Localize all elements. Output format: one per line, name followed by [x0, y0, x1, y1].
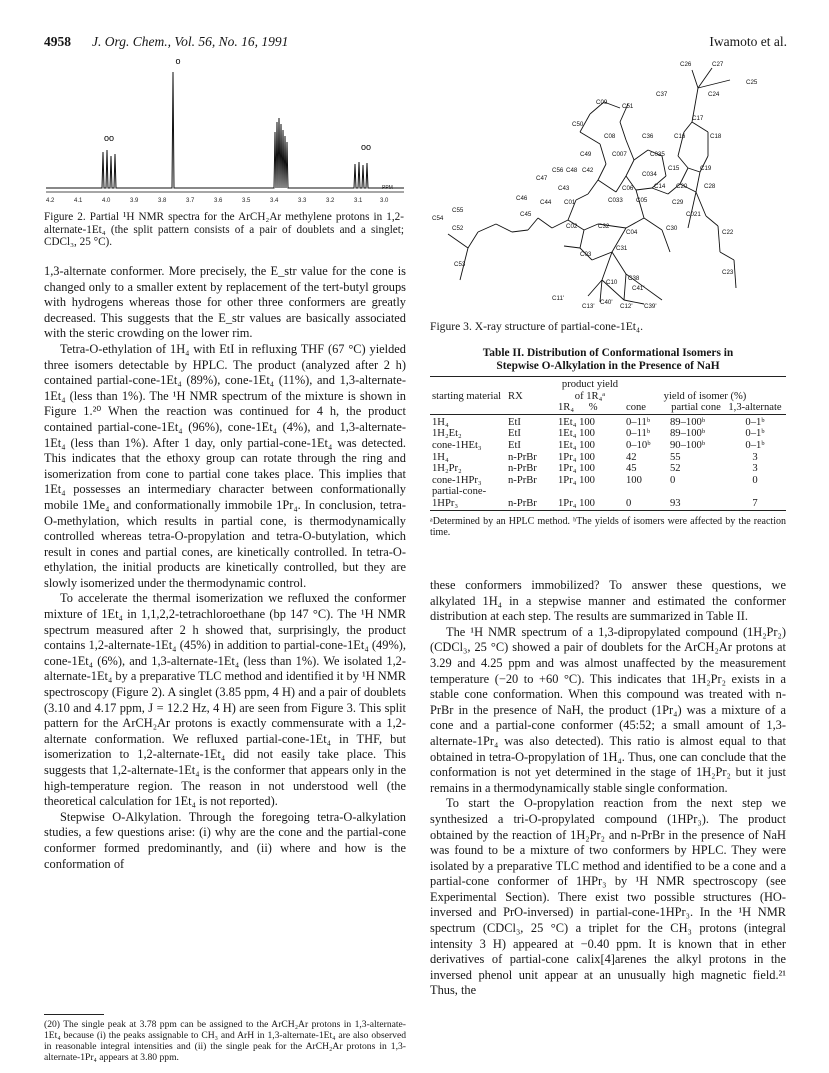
svg-text:PPM: PPM — [382, 185, 393, 191]
svg-text:C28: C28 — [704, 183, 716, 190]
bond-lines — [448, 68, 736, 304]
table-row: partial-cone-1HPr₃ n-PrBr 1Pr₄ 100 0 93 7 — [432, 486, 758, 509]
table-2-grid — [430, 377, 786, 514]
svg-text:3.4: 3.4 — [270, 198, 279, 204]
col-13-alternate: 1,3-alternate — [728, 402, 782, 414]
svg-text:3.9: 3.9 — [130, 198, 139, 204]
svg-text:C22: C22 — [722, 229, 734, 236]
svg-text:C29: C29 — [672, 199, 684, 206]
footnote-20: (20) The single peak at 3.78 ppm can be assigned to the ArCH₂Ar protons in 1,3-alternate-1Et₄ because (i) the peaks assignable to CH₃ and ArH in 1,3-alternate-1Et₄ are also observed in reasonable integral intensities and (ii) the single peak for the ArCH₂Ar protons in 1,3-alternate-1Pr₄ appears at 3.80 ppm. — [44, 1019, 406, 1063]
svg-text:C36: C36 — [642, 133, 654, 140]
left-column-text — [44, 264, 406, 872]
svg-text:C04: C04 — [626, 229, 638, 236]
svg-text:C11': C11' — [552, 295, 565, 302]
svg-text:C007: C007 — [612, 151, 627, 158]
svg-text:C021: C021 — [686, 211, 701, 218]
table-2-title: Table II. Distribution of Conformational Isomers in Stepwise O-Alkylation in the Presence of NaH — [482, 347, 734, 372]
svg-text:C38: C38 — [628, 275, 640, 282]
journal-citation: J. Org. Chem., Vol. 56, No. 16, 1991 — [92, 34, 289, 49]
svg-text:C01: C01 — [564, 199, 576, 206]
table-subheader-row — [430, 402, 786, 414]
svg-text:3.7: 3.7 — [186, 198, 195, 204]
svg-text:C42: C42 — [582, 167, 594, 174]
svg-text:C46: C46 — [516, 195, 528, 202]
left-paragraph: Stepwise O-Alkylation. Through the foregoing tetra-O-alkylation studies, a few questions arise: (i) why are the cone and the partial-cone conformer formed predominantly, and (ii) where and how is the conformation of — [44, 809, 406, 871]
svg-text:C25: C25 — [746, 79, 758, 86]
table-row: 1H₂Pr₂ n-PrBr 1Pr₄ 100 45 52 3 — [432, 463, 758, 475]
svg-text:C53: C53 — [454, 261, 466, 268]
right-column-text — [430, 578, 786, 999]
svg-text:C48: C48 — [566, 167, 578, 174]
right-paragraph: these conformers immobilized? To answer these questions, we alkylated 1H₄ in a stepwise manner and estimated the conformer distribution at each step. The results are summarized in Table II. — [430, 578, 786, 624]
figure-3-caption: Figure 3. X-ray structure of partial-cone-1Et₄. — [430, 320, 643, 333]
svg-text:C56: C56 — [552, 167, 564, 174]
table-row: 1H₄ EtI 1Et₄ 100 0–11ᵇ 89–100ᵇ 0–1ᵇ — [432, 416, 765, 428]
svg-text:C24: C24 — [708, 91, 720, 98]
svg-text:C19: C19 — [700, 165, 712, 172]
svg-text:C49: C49 — [580, 151, 592, 158]
nmr-trace — [46, 72, 404, 188]
svg-text:C50: C50 — [572, 121, 584, 128]
svg-text:C20: C20 — [676, 183, 688, 190]
svg-text:C18: C18 — [710, 133, 722, 140]
svg-text:4.2: 4.2 — [46, 198, 55, 204]
svg-text:C12': C12' — [620, 303, 633, 310]
svg-text:C43: C43 — [558, 185, 570, 192]
svg-text:C09: C09 — [596, 99, 608, 106]
svg-text:3.0: 3.0 — [380, 198, 389, 204]
svg-text:C16: C16 — [674, 133, 686, 140]
svg-text:C39': C39' — [644, 303, 657, 310]
table-row: cone-1HEt₃ EtI 1Et₄ 100 0–10ᵇ 90–100ᵇ 0–1ᵇ — [432, 439, 765, 451]
svg-text:C13': C13' — [582, 303, 595, 310]
svg-text:3.3: 3.3 — [298, 198, 307, 204]
col-pct: % — [588, 402, 598, 414]
atom-labels — [432, 61, 758, 310]
nmr-spectrum-figure — [44, 52, 406, 208]
svg-text:C37: C37 — [656, 91, 668, 98]
svg-text:C44: C44 — [540, 199, 552, 206]
page-number: 4958 — [44, 34, 71, 49]
left-paragraph: Tetra-O-ethylation of 1H₄ with EtI in refluxing THF (67 °C) yielded three isomers detectable by HPLC. The product (analyzed after 2 h) contained partial-cone-1Et₄ (89%), cone-1Et₄ (11%), and 1,3-alternate-1Et₄ (less than 1%). The ¹H NMR spectrum of the mixture is shown in Figure 1.²⁰ When the reaction was continued for 4 h, the product contained partial-cone-1Et₄ (96%), cone-1Et₄ (4%), and 1,3-alternate-1Et₄ (less than 1%). After 1 day, only partial-cone-1Et₄ was detected. This indicates that the ethoxy group can rotate through the ring and isomerization from cone to partial cone takes place. This implies that 1Et₄ possesses an intermediary character between conformationally mobile 1Me₄ and conformationally immobile 1Pr₄. In conclusion, tetra-O-methylation, which results in partial cone, is thermodynamically controlled whereas tetra-O-propylation and tetra-O-butylation, which result in cones and partial cones, are kinetically controlled. In tetra-O-ethylation, the initial products are kinetically controlled, but they are slowly isomerized under the thermodynamic control. — [44, 341, 406, 590]
left-paragraph: 1,3-alternate conformer. More precisely, the E_str value for the cone is changed only to a smaller extent by replacement of the tert-butyl groups with hydrogens whereas those for other three conformers are greatly decreased. This suggests that the E_str values are basically associated with the steric crowding on the lower rim. — [44, 264, 406, 341]
right-paragraph: The ¹H NMR spectrum of a 1,3-dipropylated compound (1H₂Pr₂) (CDCl₃, 25 °C) showed a pair of doublets for the ArCH₂Ar protons at 3.29 and 4.25 ppm and was almost unaffected by the measurement temperature (−20 to +60 °C). This indicates that 1H₂Pr₂ exists in a stable cone conformation. When this compound was treated with n-PrBr in the presence of NaH, the product (1Pr₄) was a mixture of a cone and a partial-cone conformer (45:52; a small amount of 1,3-alternate-1Pr₄ was also detected). This ratio is almost equal to that obtained in tetra-O-propylation of 1H₄. Thus, one can conclude that the conformation is not yet determined in the stage of 1H₂Pr₂ but it just remains in a thermodynamically stable single conformation. — [430, 624, 786, 795]
svg-text:C06: C06 — [622, 185, 634, 192]
table-header-row — [430, 377, 786, 402]
svg-text:C08: C08 — [604, 133, 616, 140]
svg-text:3.6: 3.6 — [214, 198, 223, 204]
xray-structure-figure — [430, 52, 786, 320]
col-cone: cone — [626, 402, 646, 414]
figure-2-caption: Figure 2. Partial ¹H NMR spectra for the ArCH₂Ar methylene protons in 1,2-alternate-1Et₄ (the split pattern consists of a pair of doublets and a singlet; CDCl₃, 25 °C). — [44, 211, 404, 249]
svg-text:3.8: 3.8 — [158, 198, 167, 204]
svg-text:C32: C32 — [598, 223, 610, 230]
col-starting-material: starting material — [432, 390, 502, 402]
svg-text:C034: C034 — [642, 171, 657, 178]
svg-text:C26: C26 — [680, 61, 692, 68]
svg-text:C51: C51 — [622, 103, 634, 110]
svg-text:C035: C035 — [650, 151, 665, 158]
right-paragraph: To start the O-propylation reaction from the next step we synthesized a tri-O-propylated compound (1HPr₃). The product obtained by the reaction of 1H₂Pr₂ and n-PrBr in the presence of NaH was found to be a mixture of two conformers by HPLC. They were isolated by a preparative TLC method and identified to be a cone and a partial-cone conformer of 1HPr₃ by ¹H NMR spectroscopy (see Experimental Section). There exist two possible structures (HO-inversed and PrO-inversed) in partial-cone-1HPr₃. In the ¹H NMR spectrum (CDCl₃, 25 °C) a triplet for the CH₃ protons (integral intensity 3 H) appeared at −0.40 ppm. It is known that in ether derivatives of partial-cone calix[4]arenes the alkyl protons in the inversed phenol unit appear at an unusually high magnetic field.²¹ Thus, the — [430, 796, 786, 998]
svg-text:C15: C15 — [668, 165, 680, 172]
table-2-footnote: ᵃDetermined by an HPLC method. ᵇThe yields of isomers were affected by the reaction time. — [430, 515, 786, 539]
svg-text:C03: C03 — [580, 251, 592, 258]
svg-text:C033: C033 — [608, 197, 623, 204]
table-row: 1H₂Et₂ EtI 1Et₄ 100 0–11ᵇ 89–100ᵇ 0–1ᵇ — [432, 428, 765, 440]
peak-mark-left: oo — [103, 133, 115, 143]
svg-text:C10: C10 — [606, 279, 618, 286]
peak-mark-center: o — [175, 56, 181, 66]
svg-text:3.5: 3.5 — [242, 198, 251, 204]
svg-text:C30: C30 — [666, 225, 678, 232]
svg-text:C52: C52 — [452, 225, 464, 232]
peak-mark-right: oo — [360, 142, 372, 152]
svg-text:C47: C47 — [536, 175, 548, 182]
svg-text:C55: C55 — [452, 207, 464, 214]
svg-text:C14: C14 — [654, 183, 666, 190]
table-2 — [430, 376, 786, 539]
svg-text:C02: C02 — [566, 223, 578, 230]
svg-text:C05: C05 — [636, 197, 648, 204]
svg-text:4.0: 4.0 — [102, 198, 111, 204]
col-partial-cone: partial cone — [671, 402, 721, 414]
running-authors: Iwamoto et al. — [709, 34, 787, 49]
col-rx: RX — [508, 390, 523, 402]
svg-text:C27: C27 — [712, 61, 724, 68]
col-r4: 1R₄ — [558, 402, 575, 414]
svg-text:C31: C31 — [616, 245, 628, 252]
svg-text:C41': C41' — [632, 285, 645, 292]
col-product-yield: product yield of 1R₄ᵃ — [561, 379, 619, 402]
table-row: 1H₄ n-PrBr 1Pr₄ 100 42 55 3 — [432, 451, 758, 463]
svg-text:C45: C45 — [520, 211, 532, 218]
svg-text:C40': C40' — [600, 299, 613, 306]
svg-text:3.2: 3.2 — [326, 198, 335, 204]
left-paragraph: To accelerate the thermal isomerization we refluxed the conformer mixture of 1Et₄ in 1,1,2,2-tetrachloroethane (bp 147 °C). The ¹H NMR spectrum measured after 2 h showed that, surprisingly, the product contains 1,2-alternate-1Et₄ (45%) in addition to partial-cone-1Et₄ (49%), cone-1Et₄ (6%), and 1,3-alternate-1Et₄ (less than 1%). We isolated 1,2-alternate-1Et₄ by a preparative TLC method and identified it by ¹H NMR spectroscopy (Figure 2). A singlet (3.85 ppm, 4 H) and a pair of doublets (3.10 and 4.17 ppm, J = 12.2 Hz, 4 H) are seen from Figure 3. This split pattern for the ArCH₂Ar protons is exactly commensurate with a 1,2-alternate conformation. We refluxed partial-cone-1Et₄ in THF, but isomerization to 1,2-alternate-1Et₄ did not easily take place. This suggests that 1,2-alternate-1Et₄ is the conformer that appears only in the high-temperature region. The reason in not understood well (the theoretical calculation for 1Et₄ is not reported). — [44, 591, 406, 809]
svg-text:4.1: 4.1 — [74, 198, 83, 204]
svg-text:C54: C54 — [432, 215, 444, 222]
table-row: cone-1HPr₃ n-PrBr 1Pr₄ 100 100 0 0 — [432, 474, 758, 486]
svg-text:C17: C17 — [692, 115, 704, 122]
footnote-rule — [44, 1014, 104, 1015]
svg-text:C23: C23 — [722, 269, 734, 276]
svg-text:3.1: 3.1 — [354, 198, 363, 204]
col-yield-isomer: yield of isomer (%) — [663, 390, 747, 402]
